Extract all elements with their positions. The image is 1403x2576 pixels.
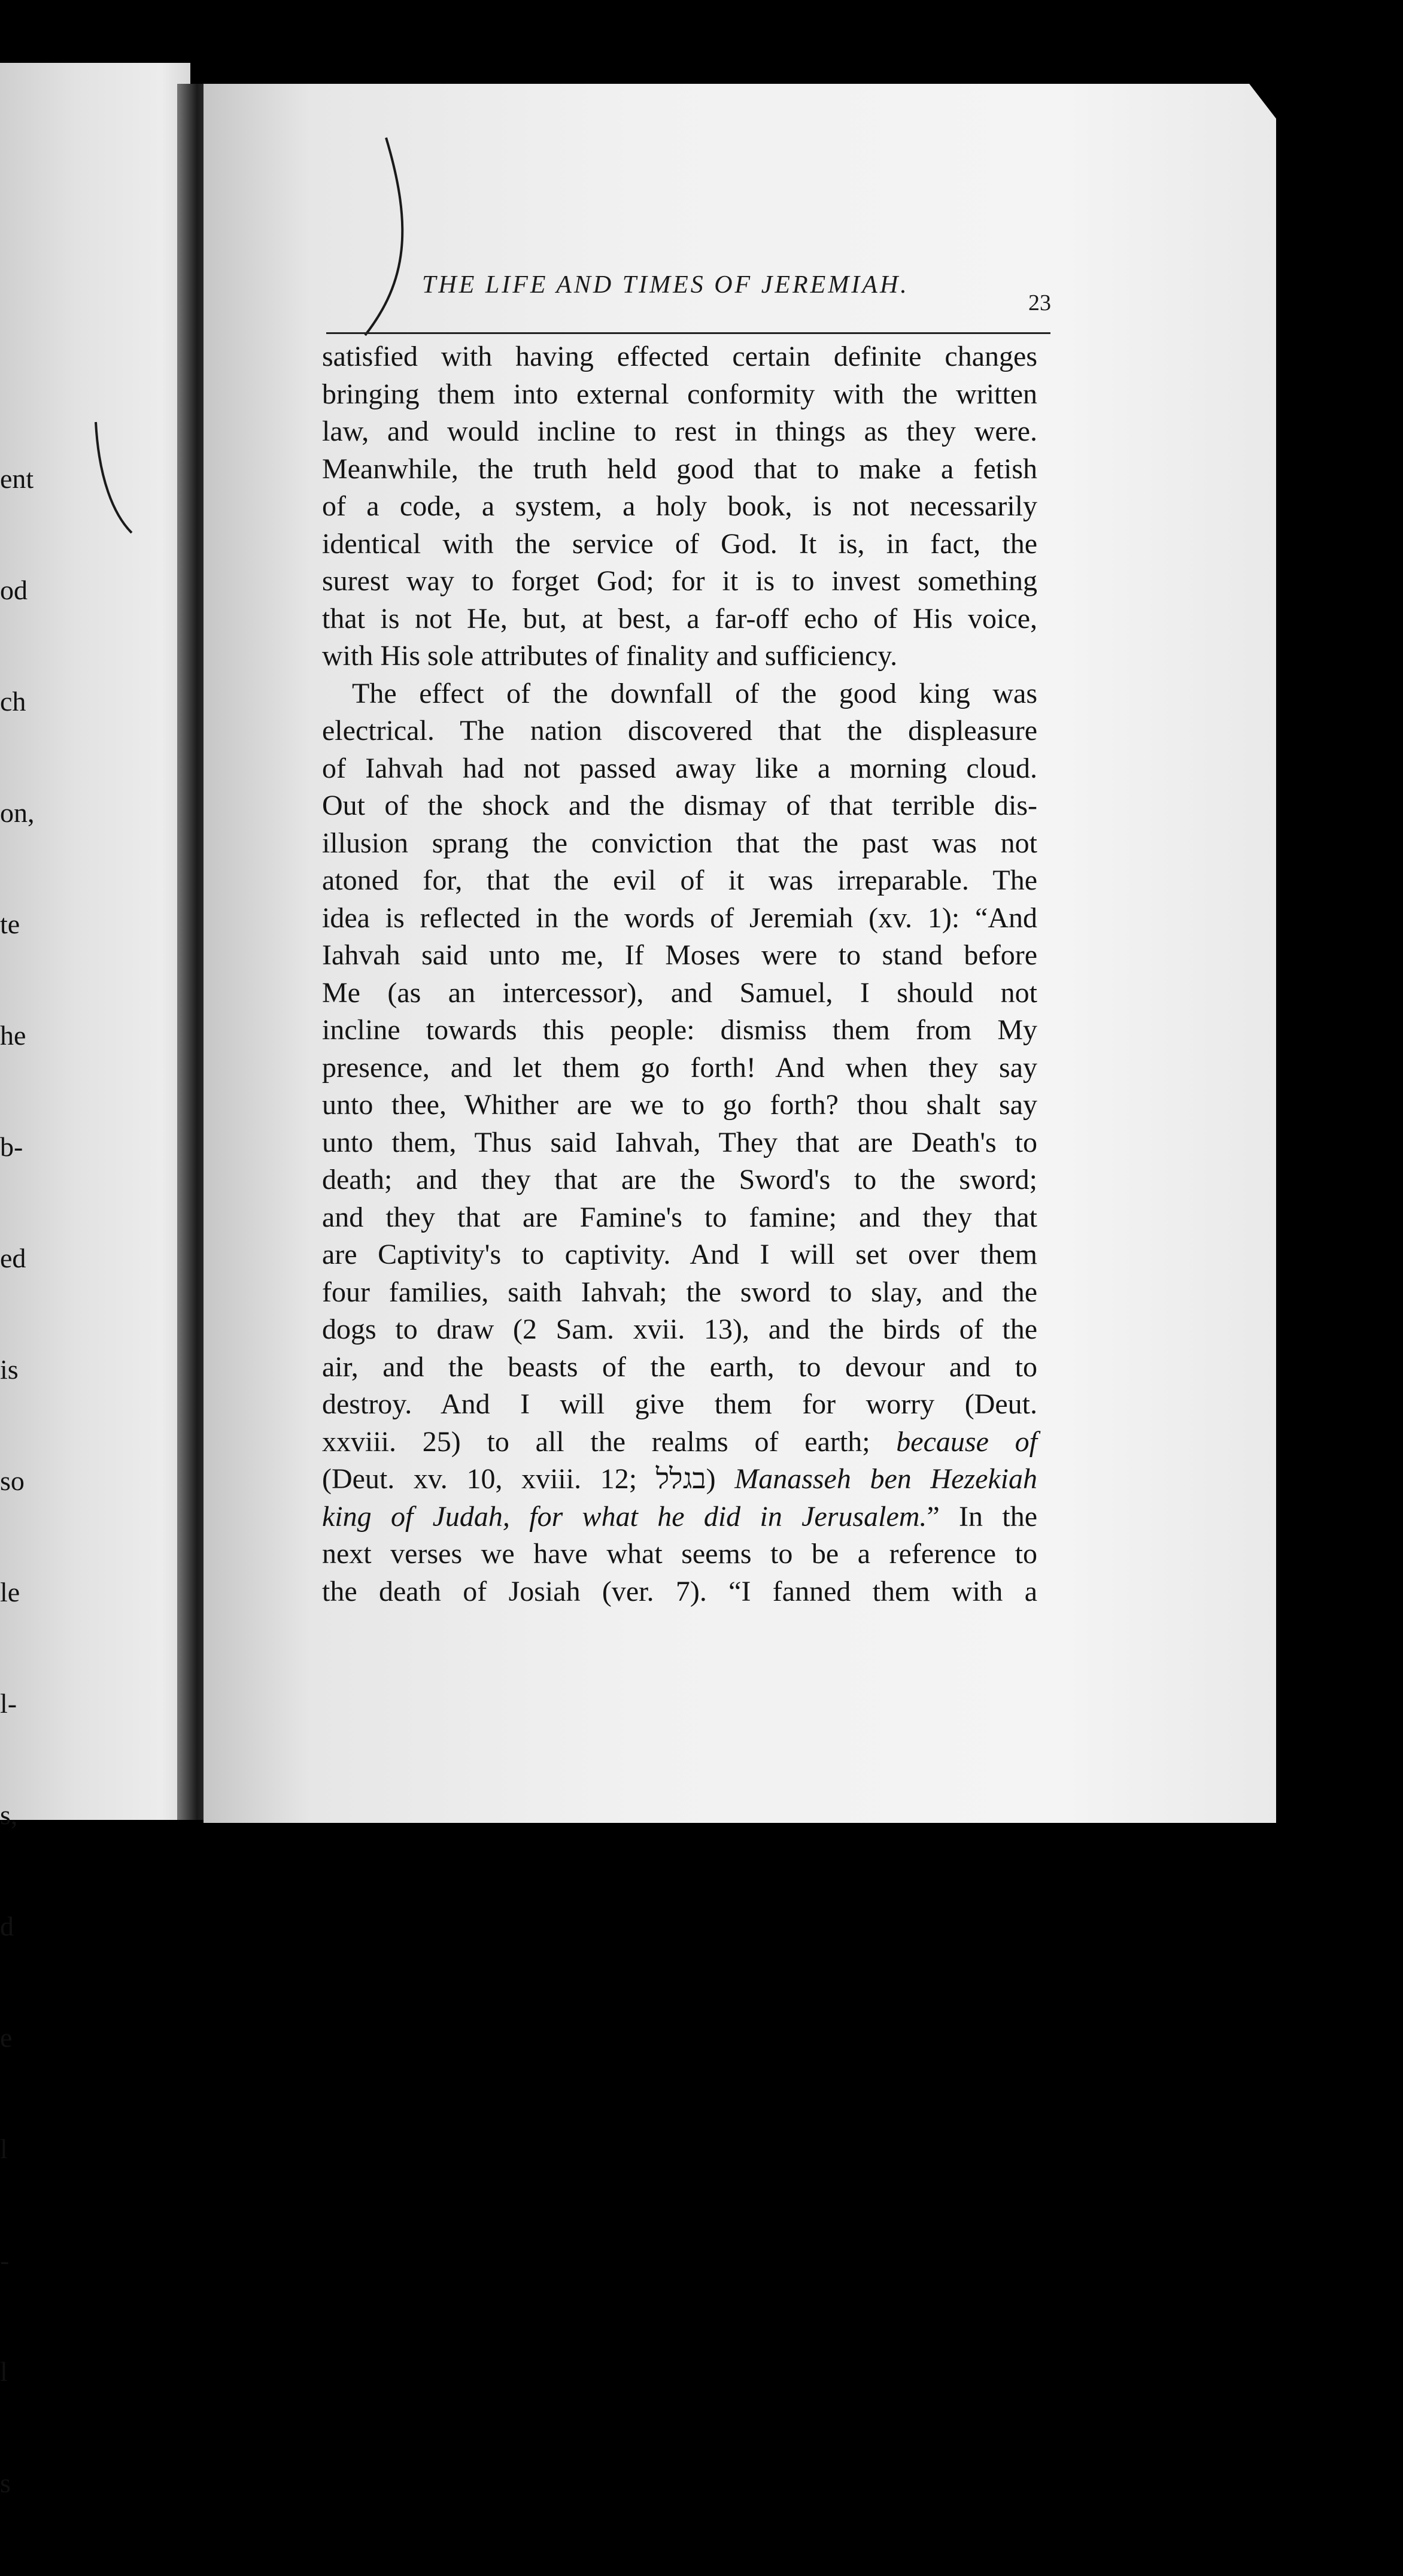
text-line: air, and the beasts of the earth, to devour and to: [322, 1351, 1037, 1383]
text-line: Me (as an intercessor), and Samuel, I should not: [322, 976, 1037, 1009]
fragment-line: -: [0, 2245, 10, 2275]
fragment-line: te: [0, 909, 20, 939]
text-roman: ” In the: [927, 1500, 1037, 1533]
text-line: law, and would incline to rest in things as they were.: [322, 415, 1037, 447]
fragment-line: s: [0, 2468, 11, 2498]
text-roman: xxviii. 25) to all the realms of earth;: [322, 1425, 897, 1458]
text-italic: Manasseh ben Hezekiah: [734, 1463, 1038, 1495]
text-line: Iahvah said unto me, If Moses were to stand before: [322, 939, 1037, 971]
fragment-line: on,: [0, 797, 35, 828]
text-line: incline towards this people: dismiss them from My: [322, 1014, 1037, 1046]
fragment-line: ch: [0, 686, 26, 717]
fragment-line: s,: [0, 1800, 18, 1830]
text-line: [322, 1424, 1037, 1461]
text-line: death; and they that are the Sword's to the sword;: [322, 1164, 1037, 1196]
fragment-line: so: [0, 1466, 25, 1496]
fragment-line: b-: [0, 1131, 23, 1162]
text-line: the death of Josiah (ver. 7). “I fanned them with a: [322, 1575, 1037, 1607]
text-line: illusion sprang the conviction that the past was not: [322, 827, 1037, 859]
fragment-line: l: [0, 2134, 8, 2164]
text-line: idea is reflected in the words of Jeremiah (xv. 1): “And: [322, 902, 1037, 934]
fragment-line: e: [0, 2022, 13, 2053]
text-line: surest way to forget God; for it is to invest something: [322, 565, 1037, 597]
text-roman: (Deut. xv. 10, xviii. 12; בגלל): [322, 1463, 735, 1495]
text-line: with His sole attributes of finality and sufficiency.: [322, 640, 898, 672]
text-line: of a code, a system, a holy book, is not necessarily: [322, 490, 1037, 522]
fragment-line: d: [0, 1911, 14, 1941]
text-line: are Captivity's to captivity. And I will set over them: [322, 1239, 1037, 1270]
text-line: atoned for, that the evil of it was irreparable. The: [322, 864, 1037, 896]
header-rule: [326, 332, 1050, 334]
pencil-bracket-right-page: [365, 138, 402, 335]
running-head: THE LIFE AND TIMES OF JEREMIAH.: [422, 271, 909, 299]
body-text: [322, 338, 1037, 1610]
fragment-line: l: [0, 2356, 8, 2387]
text-line: Out of the shock and the dismay of that terrible dis-: [322, 790, 1037, 821]
fragment-line: ed: [0, 1243, 26, 1273]
text-line: satisfied with having effected certain definite changes: [322, 341, 1037, 372]
text-line: unto them, Thus said Iahvah, They that are Death's to: [322, 1126, 1037, 1158]
text-line: four families, saith Iahvah; the sword to slay, and the: [322, 1276, 1037, 1308]
text-line: [322, 1498, 1037, 1536]
text-italic: king of Judah, for what he did in Jerusalem.: [322, 1500, 927, 1533]
text-line: destroy. And I will give them for worry (Deut.: [322, 1388, 1037, 1420]
text-line: Meanwhile, the truth held good that to make a fetish: [322, 453, 1037, 485]
fragment-line: is: [0, 1354, 19, 1385]
text-line: [322, 1461, 1037, 1498]
fragment-line: ent: [0, 463, 34, 494]
text-line: unto thee, Whither are we to go forth? thou shalt say: [322, 1089, 1037, 1121]
text-line: presence, and let them go forth! And when they say: [322, 1051, 1037, 1084]
pencil-bracket-left-page: [96, 422, 132, 533]
text-italic: because of: [896, 1425, 1037, 1458]
text-line: bringing them into external conformity with the written: [322, 378, 1037, 410]
text-line: next verses we have what seems to be a reference to: [322, 1538, 1037, 1570]
fragment-line: he: [0, 1020, 26, 1051]
text-line: and they that are Famine's to famine; and they that: [322, 1201, 1037, 1233]
text-line: identical with the service of God. It is, in fact, the: [322, 527, 1037, 560]
text-line: dogs to draw (2 Sam. xvii. 13), and the birds of the: [322, 1313, 1037, 1345]
fragment-line: le: [0, 1577, 20, 1607]
text-line: of Iahvah had not passed away like a morning cloud.: [322, 752, 1037, 784]
fragment-line: od: [0, 575, 28, 605]
page-number: 23: [1028, 290, 1051, 315]
text-line: The effect of the downfall of the good king was: [352, 677, 1037, 709]
fragment-line: l-: [0, 1688, 17, 1719]
text-line: that is not He, but, at best, a far-off echo of His voice,: [322, 602, 1037, 635]
text-line: electrical. The nation discovered that the displeasure: [322, 715, 1037, 747]
